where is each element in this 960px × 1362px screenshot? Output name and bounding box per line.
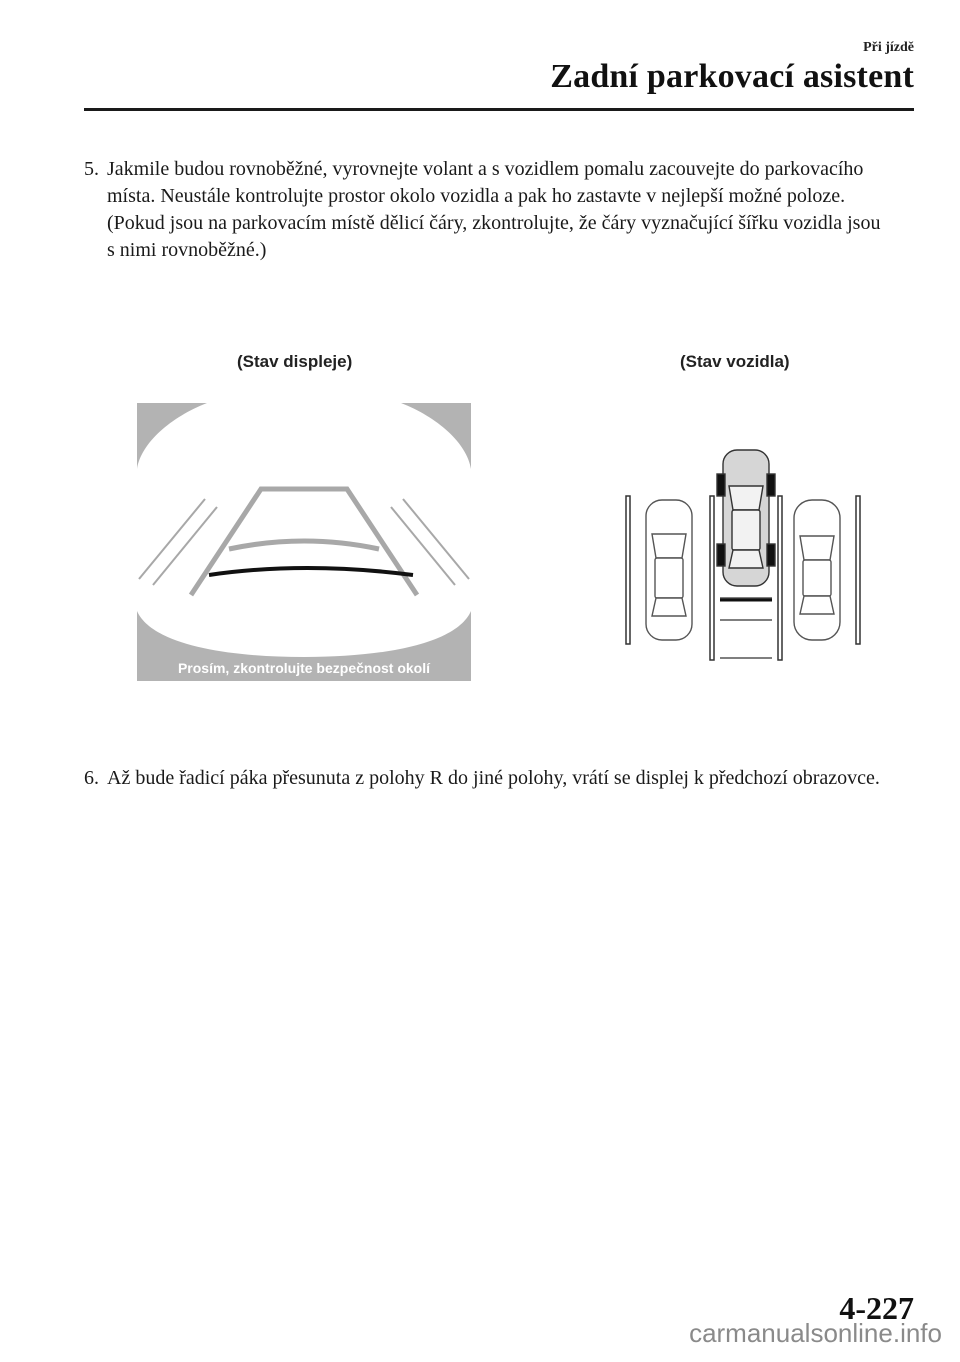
chapter-title: Zadní parkovací asistent — [550, 58, 914, 95]
step-5 — [84, 156, 884, 264]
parked-car-left — [646, 500, 692, 640]
parked-car-right — [794, 500, 840, 640]
step-6 — [84, 765, 884, 792]
parking-target-lines — [720, 598, 772, 658]
safety-message: Prosím, zkontrolujte bezpečnost okolí — [177, 660, 431, 676]
page-number: 4-227 — [839, 1290, 914, 1326]
step-text: Jakmile budou rovnoběžné, vyrovnejte volant a s vozidlem pomalu zacouvejte do parkovacího místa. Neustále kontrolujte prostor okolo vozidla a pak ho zastavte v nejlepší možné poloze. (Pokud jsou na parkovacím místě dělicí čáry, zkontrolujte, že čáry vyznačující šířku vozidla jsou s nimi rovnoběžné.) — [107, 158, 881, 261]
distance-guide-line — [209, 568, 413, 575]
step-number: 5. — [84, 158, 99, 180]
rear-camera-display — [137, 403, 471, 681]
step-number: 6. — [84, 767, 99, 789]
watermark: carmanualsonline.info — [689, 1318, 942, 1348]
reversing-car — [717, 450, 775, 586]
display-state-caption: (Stav displeje) — [237, 352, 353, 371]
vehicle-state-caption: (Stav vozidla) — [680, 352, 790, 371]
step-text: Až bude řadicí páka přesunuta z polohy R do jiné polohy, vrátí se displej k předchozí obrazovce. — [107, 767, 880, 789]
parking-vehicle-diagram — [622, 440, 864, 665]
header-rule — [84, 108, 914, 111]
middle-guide-line — [229, 541, 379, 549]
section-label: Při jízdě — [863, 40, 914, 55]
